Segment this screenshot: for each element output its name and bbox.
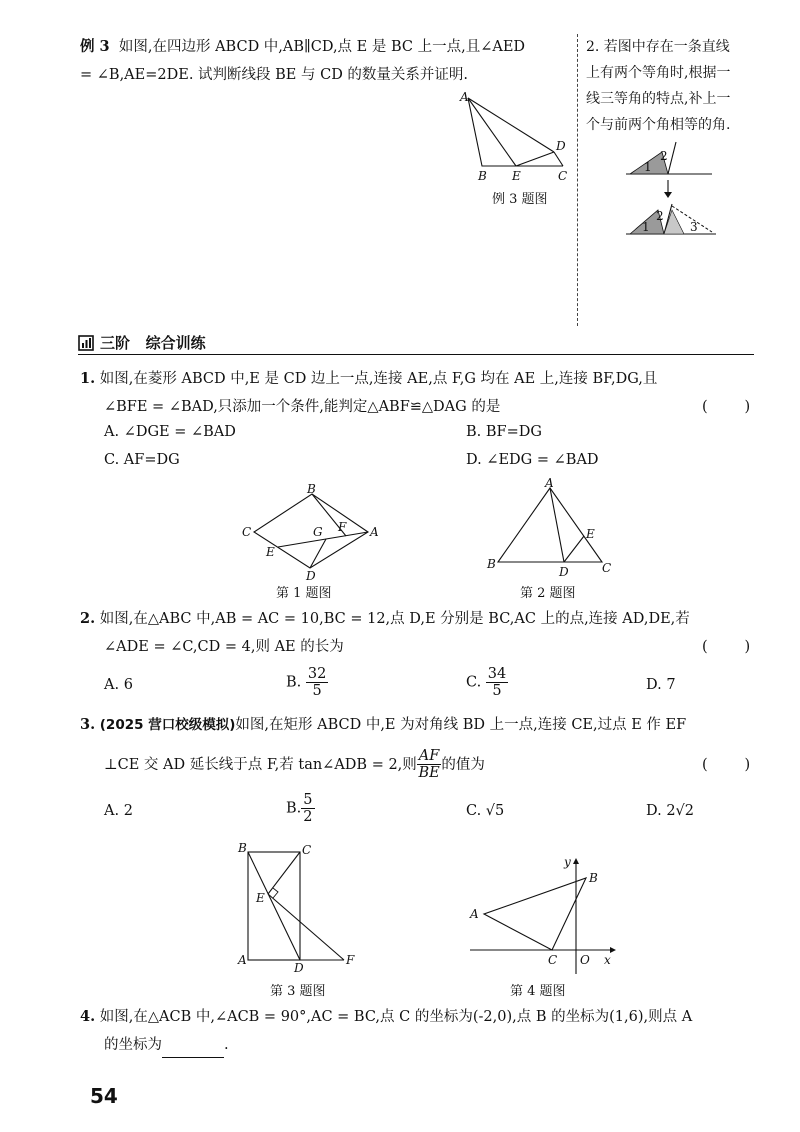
q3-option-c: C. √5 (466, 803, 505, 819)
tip-top-angle-2: 2 (660, 149, 668, 163)
q2-option-c-den: 5 (492, 683, 502, 699)
tip-top-angle-1: 1 (644, 160, 652, 174)
q3-label-E: E (256, 891, 265, 905)
bar-chart-icon (78, 335, 94, 351)
tip-text (586, 34, 730, 138)
q3-fraction-num: AF (418, 748, 440, 764)
q3-label-C: C (302, 843, 312, 857)
q3-option-b-prefix: B. (286, 800, 302, 817)
q1-label-E: E (266, 545, 275, 559)
tip-line-3: 线三等角的特点,补上一 (586, 91, 731, 107)
q3-line1 (80, 712, 686, 738)
ex3-label-D: D (556, 139, 566, 153)
q3-label-B: B (238, 841, 247, 855)
q3-answer-paren: ( ) (702, 757, 751, 773)
q4-label-O: O (580, 953, 590, 967)
q3-line-CE (268, 852, 300, 894)
q2-triangle (498, 488, 602, 562)
q1-text1: 如图,在菱形 ABCD 中,E 是 CD 边上一点,连接 AE,点 F,G 均在 AE 上,连接 BF,DG,且 (99, 371, 658, 387)
q1-option-d: D. ∠EDG = ∠BAD (466, 452, 599, 468)
q3-figure (232, 840, 368, 972)
q2-option-b-num: 32 (307, 666, 327, 682)
tip-bottom-angle-2: 2 (656, 209, 664, 223)
q2-option-c-num: 34 (487, 666, 507, 682)
q4-label-x: x (604, 953, 611, 967)
q3-source: (2025 营口校级模拟) (99, 717, 236, 733)
section-rule (78, 354, 754, 355)
section-header (78, 332, 206, 353)
q3-text2-post: 的值为 (441, 756, 485, 773)
q2-option-b-den: 5 (312, 683, 322, 699)
q4-x-arrow-icon (610, 947, 616, 953)
q1-label-F: F (338, 520, 347, 534)
q2-number: 2. (80, 610, 96, 627)
column-divider (577, 34, 578, 326)
q3-label-F: F (346, 953, 355, 967)
q3-right-angle-mark (273, 888, 278, 898)
q3-line-EF (268, 894, 344, 960)
q2-option-b-prefix: B. (286, 674, 302, 691)
q2-option-b (286, 666, 328, 699)
tip-top-line (668, 142, 676, 174)
q1-label-C: C (242, 525, 252, 539)
q2-answer-paren: ( ) (702, 639, 751, 655)
q2-label-E: E (586, 527, 595, 541)
page-number: 54 (90, 1084, 118, 1108)
tip-bottom-angle-3: 3 (690, 220, 698, 234)
ex3-label-B: B (478, 169, 487, 183)
q2-text1: 如图,在△ABC 中,AB = AC = 10,BC = 12,点 D,E 分别是 BC,AC 上的点,连接 AD,DE,若 (99, 611, 690, 627)
example3-caption: 例 3 题图 (492, 192, 548, 207)
q3-option-b-den: 2 (303, 809, 313, 825)
q4-label-B: B (589, 871, 598, 885)
q2-option-c-prefix: C. (466, 674, 482, 691)
q2-line-DE (564, 536, 584, 562)
q2-label-D: D (559, 565, 569, 579)
q3-diagonal-BD (248, 852, 300, 960)
q2-label-B: B (487, 557, 496, 571)
example3-text1: 如图,在四边形 ABCD 中,AB∥CD,点 E 是 BC 上一点,且∠AED (118, 39, 526, 55)
q4-y-arrow-icon (573, 858, 579, 864)
q1-label-A: A (370, 525, 379, 539)
q3-option-d: D. 2√2 (646, 803, 695, 819)
q4-text2: 的坐标为 (104, 1037, 162, 1053)
q4-triangle (484, 878, 586, 950)
q1-caption: 第 1 题图 (276, 586, 332, 601)
section-title: 三阶 综合训练 (100, 334, 206, 352)
q2-option-a: A. 6 (104, 677, 133, 693)
q3-number: 3. (80, 716, 96, 733)
q2-caption: 第 2 题图 (520, 586, 576, 601)
q1-number: 1. (80, 370, 96, 387)
tip-arrow-down-icon (664, 192, 672, 198)
q4-number: 4. (80, 1008, 96, 1025)
q1-label-B: B (307, 484, 316, 496)
q1-option-c: C. AF=DG (104, 452, 180, 468)
q2-line2: ∠ADE = ∠C,CD = 4,则 AE 的长为 (104, 639, 344, 655)
q3-caption: 第 3 题图 (270, 984, 326, 999)
tip-line-2: 上有两个等角时,根据一 (586, 65, 731, 81)
q3-text2-pre: ⊥CE 交 AD 延长线于点 F,若 tan∠ADB = 2,则 (104, 756, 417, 773)
q3-option-b-fraction (301, 792, 314, 825)
example3-line2: = ∠B,AE=2DE. 试判断线段 BE 与 CD 的数量关系并证明. (80, 67, 469, 83)
q3-text1: 如图,在矩形 ABCD 中,E 为对角线 BD 上一点,连接 CE,过点 E 作 EF (235, 717, 687, 733)
q3-line2 (104, 748, 485, 781)
q2-line1 (80, 606, 690, 632)
ex3-line-ED (516, 152, 554, 166)
q4-line2 (104, 1032, 229, 1058)
q1-figure (240, 484, 380, 580)
q4-label-A: A (470, 907, 479, 921)
q4-caption: 第 4 题图 (510, 984, 566, 999)
q2-option-c-fraction (486, 666, 508, 699)
q3-label-A: A (238, 953, 247, 967)
ex3-label-C: C (558, 169, 568, 183)
q3-option-b-num: 5 (303, 792, 313, 808)
tip-line-4: 个与前两个角相等的角. (586, 117, 731, 133)
q4-label-C: C (548, 953, 558, 967)
q2-figure (484, 478, 614, 580)
q4-answer-blank[interactable] (162, 1041, 224, 1058)
ex3-line-ABC (468, 98, 563, 166)
q4-text1: 如图,在△ACB 中,∠ACB = 90°,AC = BC,点 C 的坐标为(-2,0),点 B 的坐标为(1,6),则点 A (99, 1009, 693, 1025)
q3-label-D: D (294, 961, 304, 972)
q4-figure (464, 854, 620, 978)
tip-line-1: 2. 若图中存在一条直线 (586, 39, 730, 55)
q3-fraction (417, 748, 442, 781)
q3-option-a: A. 2 (104, 803, 133, 819)
q2-label-C: C (602, 561, 612, 575)
ex3-label-E: E (512, 169, 521, 183)
q4-line1 (80, 1004, 692, 1030)
q1-line2: ∠BFE = ∠BAD,只添加一个条件,能判定△ABF≌△DAG 的是 (104, 399, 501, 415)
q3-fraction-den: BE (418, 765, 440, 781)
q1-label-D: D (306, 569, 316, 580)
tip-diagram (620, 138, 720, 242)
q2-label-A: A (545, 478, 554, 490)
ex3-line-DC (554, 152, 563, 166)
q4-label-y: y (564, 855, 571, 869)
q3-option-b (286, 792, 315, 825)
example3-figure (456, 88, 576, 184)
example3-label: 例 3 (80, 38, 110, 55)
q2-option-c (466, 666, 508, 699)
q1-line1 (80, 366, 657, 392)
q1-option-a: A. ∠DGE = ∠BAD (104, 424, 236, 440)
tip-bottom-angle-1: 1 (642, 220, 650, 234)
q4-text2-end: . (224, 1037, 229, 1053)
ex3-label-A: A (460, 90, 469, 104)
q2-option-b-fraction (306, 666, 328, 699)
q1-answer-paren: ( ) (702, 399, 751, 415)
q1-option-b: B. BF=DG (466, 424, 542, 440)
example3-line1 (80, 34, 525, 60)
ex3-line-AD (468, 98, 554, 152)
q2-line-AD (550, 488, 564, 562)
q1-label-G: G (313, 525, 323, 539)
q2-option-d: D. 7 (646, 677, 676, 693)
